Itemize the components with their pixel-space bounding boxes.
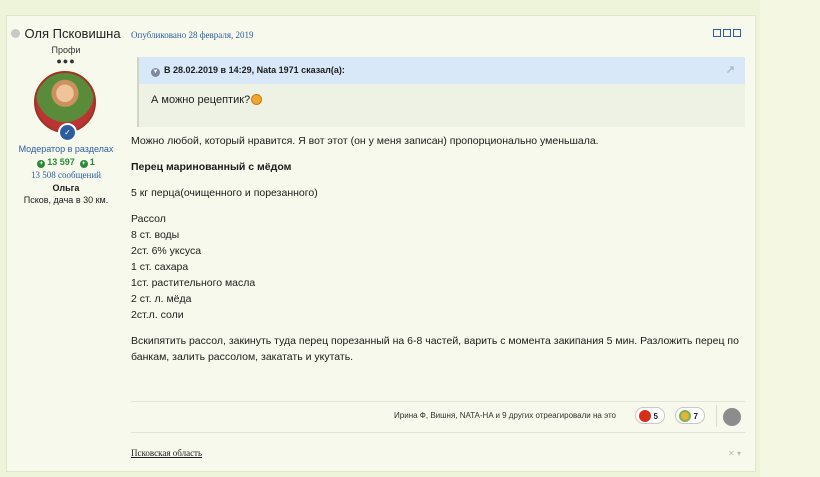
user-stats <box>7 157 125 168</box>
rank-pips: ●●● <box>56 56 76 66</box>
quote-header[interactable] <box>139 57 745 84</box>
forum-post <box>6 15 756 472</box>
post-line: Вскипятить рассол, закинуть туда перец порезанный на 6-8 частей, варить с момента закипания 5 мин. Разложить перец по банкам, залить рассолом, закатать и укутать. <box>131 335 739 363</box>
real-name: Ольга <box>52 183 80 193</box>
quote-block <box>137 57 745 127</box>
username[interactable]: Оля Псковишна <box>24 26 121 41</box>
reaction-pill-award[interactable] <box>675 407 705 424</box>
reaction-count: 5 <box>653 412 658 421</box>
moderator-shield-icon: ✓ <box>58 123 77 142</box>
warn-count: 1 <box>89 157 95 167</box>
tomato-reaction-icon <box>639 410 651 422</box>
medal-reaction-icon <box>679 410 691 422</box>
offline-status-icon <box>11 29 20 38</box>
add-reaction-icon[interactable] <box>723 408 741 426</box>
quote-text: А можно рецептик? <box>151 94 251 106</box>
post-line: 1ст. растительного масла <box>131 277 256 289</box>
warn-icon: + <box>80 160 88 168</box>
reactions-summary[interactable]: Ирина Ф, Вишня, NATA-HA и 9 других отреагировали на это <box>394 411 616 420</box>
post-line: 2ст. 6% уксуса <box>131 245 202 257</box>
recipe-title: Перец маринованный с мёдом <box>131 161 292 173</box>
share-icon[interactable]: ↗ <box>725 64 735 76</box>
post-line: 5 кг перца(очищенного и порезанного) <box>131 187 318 199</box>
chevron-down-icon: ▼ <box>152 69 159 75</box>
avatar-wrap[interactable] <box>34 71 98 135</box>
post-line: Рассол <box>131 213 166 225</box>
quote-header-text: В 28.02.2019 в 14:29, Nata 1971 сказал(а): <box>164 65 345 75</box>
smile-emoji-icon <box>251 94 262 105</box>
reputation-count: 13 597 <box>47 157 75 167</box>
post-date[interactable]: Опубликовано 28 февраля, 2019 <box>131 30 254 40</box>
message-count[interactable]: 13 508 сообщений <box>31 170 101 180</box>
user-location: Псков, дача в 30 км. <box>23 195 109 205</box>
post-line: 1 ст. сахара <box>131 261 189 273</box>
reaction-pill-like[interactable] <box>635 407 665 424</box>
moderator-title: Модератор в разделах <box>18 144 114 154</box>
post-line: Можно любой, который нравится. Я вот этот (он у меня записан) пропорционально уменьшала. <box>131 135 599 147</box>
signature: Псковская область <box>131 448 203 458</box>
quote-body <box>139 84 745 116</box>
reactions-bar <box>131 401 745 433</box>
reaction-count: 7 <box>693 412 698 421</box>
post-line: 8 ст. воды <box>131 229 180 241</box>
user-info-panel <box>7 16 125 205</box>
page-right-strip <box>760 0 820 477</box>
multiquote-icon[interactable] <box>713 29 741 37</box>
post-line: 2 ст. л. мёда <box>131 293 192 305</box>
post-line: 2ст.л. соли <box>131 309 184 321</box>
reputation-icon: + <box>37 160 45 168</box>
close-icon[interactable]: ✕ ▾ <box>728 449 741 458</box>
post-body <box>131 133 745 365</box>
user-rank: Профи <box>51 45 81 55</box>
divider <box>716 405 717 427</box>
